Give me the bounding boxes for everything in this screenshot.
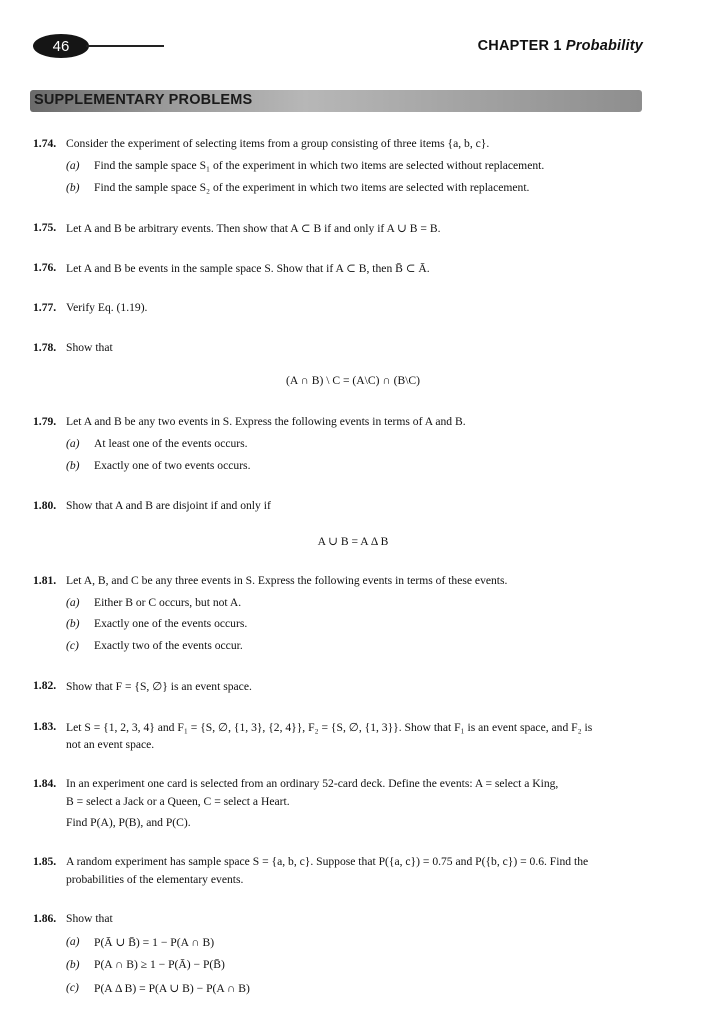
problem-text-line2: not an event space. xyxy=(66,738,155,751)
problem-text-line2: probabilities of the elementary events. xyxy=(66,873,244,886)
part-text: At least one of the events occurs. xyxy=(94,437,248,450)
part-text: Find the sample space S₁ of the experiment in which two items are selected without replacement. xyxy=(94,159,545,172)
part-text: Either B or C occurs, but not A. xyxy=(94,596,242,609)
problem-number: 1.75. xyxy=(33,221,57,234)
part-label: (c) xyxy=(66,981,79,994)
problem-number: 1.80. xyxy=(33,499,57,512)
part-label: (b) xyxy=(66,617,80,630)
part-text: Exactly two of the events occur. xyxy=(94,639,243,652)
problem-number: 1.79. xyxy=(33,415,57,428)
problem-text-line1: A random experiment has sample space S = {a, b, c}. Suppose that P({a, c}) = 0.75 and P({b, c}) = 0.6. Find the xyxy=(66,855,589,868)
problem-text-line1: In an experiment one card is selected from an ordinary 52-card deck. Define the events: A = select a King, xyxy=(66,777,559,790)
part-label: (a) xyxy=(66,159,80,172)
problem-text: Show that xyxy=(66,912,113,925)
part-text: P(Ā ∪ B̄) = 1 − P(A ∩ B) xyxy=(94,936,215,949)
problem-number: 1.74. xyxy=(33,137,57,150)
problem-number: 1.78. xyxy=(33,341,57,354)
problem-text: Show that xyxy=(66,341,113,354)
page-number: 46 xyxy=(33,34,89,58)
chapter-subject: Probability xyxy=(565,38,643,54)
problem-text: Let A and B be arbitrary events. Then show that A ⊂ B if and only if A ∪ B = B. xyxy=(66,222,441,235)
problem-number: 1.77. xyxy=(33,301,57,314)
problem-text: Consider the experiment of selecting items from a group consisting of three items {a, b, c}. xyxy=(66,137,490,150)
part-text: Find the sample space S₂ of the experiment in which two items are selected with replacement. xyxy=(94,181,530,194)
problem-1-78-equation: (A ∩ B) \ C = (A\C) ∩ (B\C) xyxy=(285,374,421,387)
part-text: P(A ∩ B) ≥ 1 − P(Ā) − P(B̄) xyxy=(94,958,225,971)
problem-number: 1.82. xyxy=(33,679,57,692)
problem-text: Let A and B be events in the sample space S. Show that if A ⊂ B, then B̄ ⊂ Ā. xyxy=(66,262,430,275)
header-rule xyxy=(86,45,164,47)
problem-text: Verify Eq. (1.19). xyxy=(66,301,148,314)
section-banner xyxy=(30,90,642,112)
problem-text-line2: B = select a Jack or a Queen, C = select a Heart. xyxy=(66,795,290,808)
problem-text: Show that A and B are disjoint if and only if xyxy=(66,499,271,512)
chapter-label: CHAPTER 1 xyxy=(477,38,562,54)
part-label: (c) xyxy=(66,639,79,652)
part-text: Exactly one of the events occurs. xyxy=(94,617,248,630)
problem-text-line1: Let S = {1, 2, 3, 4} and F₁ = {S, ∅, {1, 3}, {2, 4}}, F₂ = {S, ∅, {1, 3}}. Show that F₁ is an event space, and F₂ is xyxy=(66,721,593,734)
problem-1-80-equation: A ∪ B = A Δ B xyxy=(317,535,389,548)
problem-text: Let A and B be any two events in S. Express the following events in terms of A and B. xyxy=(66,415,466,428)
problem-number: 1.85. xyxy=(33,855,57,868)
problem-number: 1.83. xyxy=(33,720,57,733)
problem-number: 1.76. xyxy=(33,261,57,274)
section-title: SUPPLEMENTARY PROBLEMS xyxy=(34,92,253,108)
part-label: (b) xyxy=(66,459,80,472)
part-label: (a) xyxy=(66,596,80,609)
problem-text: Let A, B, and C be any three events in S. Express the following events in terms of these events. xyxy=(66,574,508,587)
part-label: (a) xyxy=(66,935,80,948)
part-text: Exactly one of two events occurs. xyxy=(94,459,251,472)
problem-text: Show that F = {S, ∅} is an event space. xyxy=(66,680,252,693)
part-label: (b) xyxy=(66,181,80,194)
problem-text-line3: Find P(A), P(B), and P(C). xyxy=(66,816,191,829)
problem-number: 1.86. xyxy=(33,912,57,925)
chapter-heading xyxy=(478,38,643,54)
problem-number: 1.84. xyxy=(33,777,57,790)
part-label: (a) xyxy=(66,437,80,450)
part-label: (b) xyxy=(66,958,80,971)
part-text: P(A Δ B) = P(A ∪ B) − P(A ∩ B) xyxy=(94,982,250,995)
problem-number: 1.81. xyxy=(33,574,57,587)
